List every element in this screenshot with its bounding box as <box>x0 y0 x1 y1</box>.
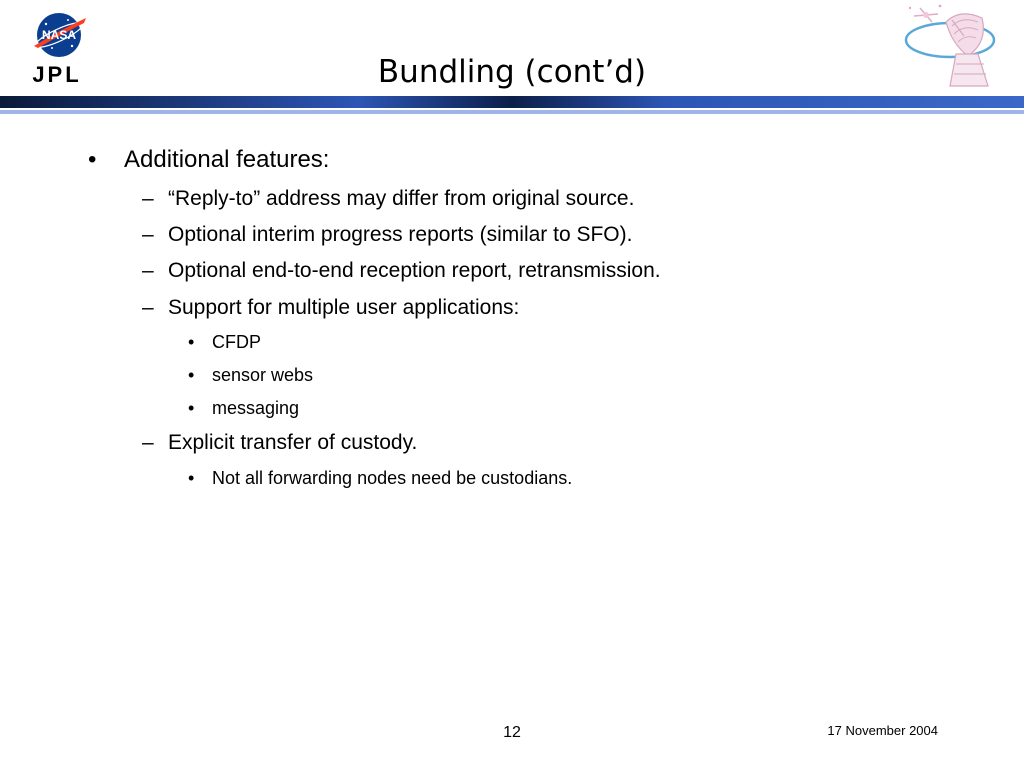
bullet-level2-text: Optional interim progress reports (similar to SFO). <box>168 223 633 246</box>
dash-marker: – <box>142 259 154 282</box>
bullet-level2-text: Explicit transfer of custody. <box>168 431 418 454</box>
bullet-marker: • <box>188 365 195 385</box>
dash-marker: – <box>142 187 154 210</box>
bullet-marker: • <box>88 146 97 173</box>
bullet-level2-text: Optional end-to-end reception report, retransmission. <box>168 259 661 282</box>
slide-title: Bundling (cont’d) <box>377 54 647 90</box>
bullet-marker: • <box>188 332 195 352</box>
dash-marker: – <box>142 223 154 246</box>
footer-date: 17 November 2004 <box>827 723 938 738</box>
bullet-level3-text: messaging <box>212 398 300 418</box>
svg-text:JPL: JPL <box>32 64 82 84</box>
bullet-level2-text: “Reply-to” address may differ from original source. <box>168 187 635 210</box>
bullet-marker: • <box>188 398 195 418</box>
dash-marker: – <box>142 431 154 454</box>
bullet-level3-text: CFDP <box>212 332 261 352</box>
page-number: 12 <box>503 724 521 741</box>
bullet-marker: • <box>188 468 195 488</box>
bullet-level2-text: Support for multiple user applications: <box>168 296 520 319</box>
bullet-level3-text: Not all forwarding nodes need be custodians. <box>212 468 573 488</box>
dash-marker: – <box>142 296 154 319</box>
bullet-level3-text: sensor webs <box>212 365 314 385</box>
bullet-level1-text: Additional features: <box>124 146 330 173</box>
svg-text:NASA: NASA <box>41 28 77 42</box>
